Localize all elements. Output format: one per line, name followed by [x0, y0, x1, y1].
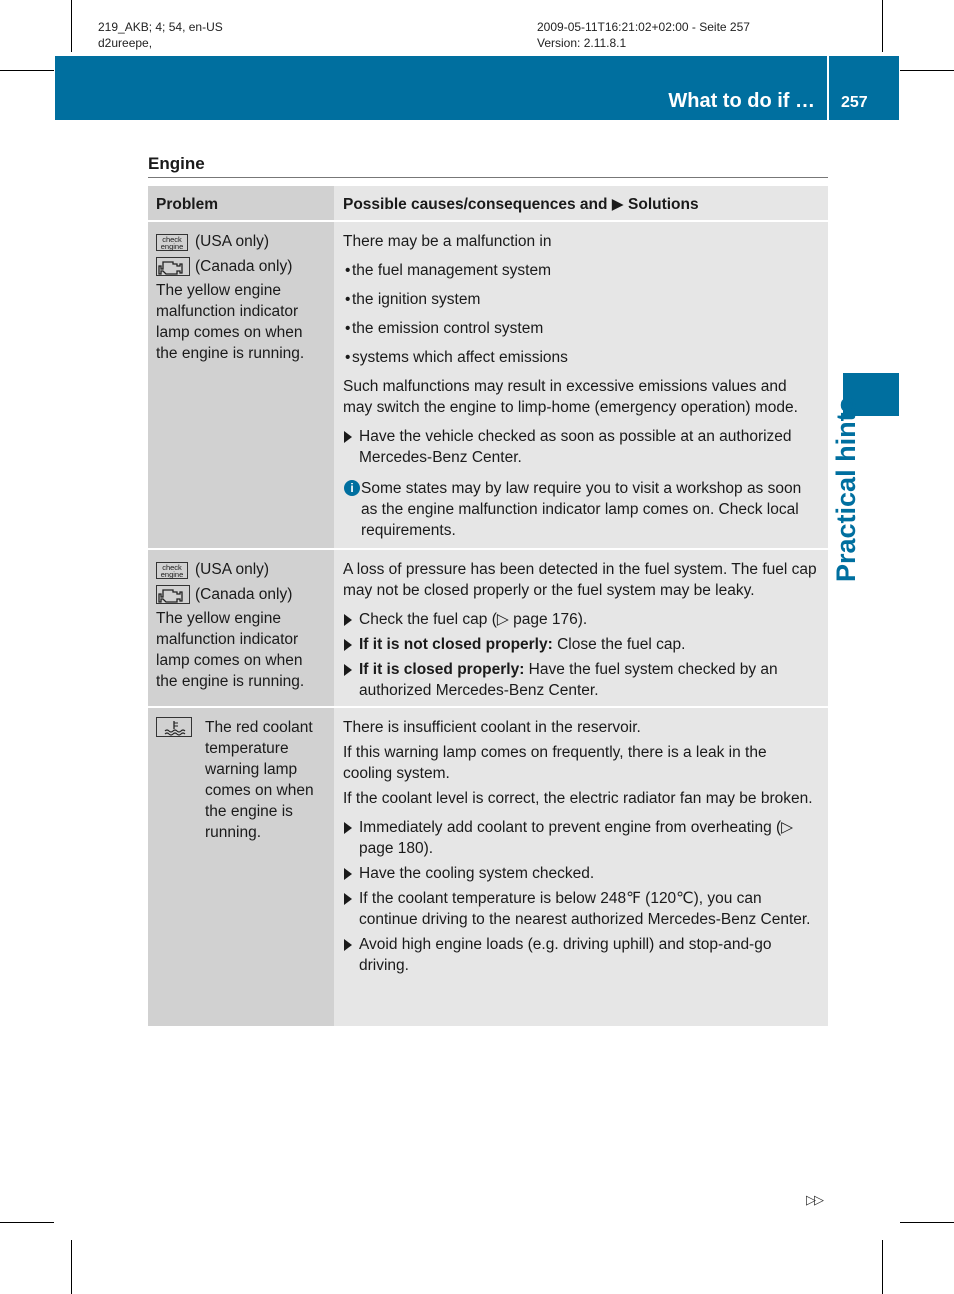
problem-description: The red coolant temperature warning lamp comes on when the engine is running.	[205, 719, 314, 841]
solution-cell	[334, 222, 828, 548]
engine-icon	[156, 257, 190, 276]
crop-mark	[900, 70, 954, 71]
print-meta-right	[537, 19, 750, 51]
cause-intro: There may be a malfunction in	[343, 233, 552, 250]
chapter-title: What to do if …	[668, 90, 815, 112]
section-title: Engine	[148, 154, 205, 173]
solution-step: Check the fuel cap (▷ page 176).	[343, 609, 820, 630]
crop-mark	[0, 1222, 54, 1223]
header-bar	[55, 56, 899, 120]
canada-only-label: (Canada only)	[195, 586, 293, 603]
problem-cell	[148, 708, 334, 1026]
solution-step	[343, 634, 820, 655]
list-item: • the emission control system	[343, 318, 820, 339]
solution-cell	[334, 708, 828, 1026]
cause-text: If the coolant level is correct, the electric radiator fan may be broken.	[343, 790, 813, 807]
side-tab-label: Practical hints	[831, 397, 861, 582]
crop-mark	[71, 0, 72, 52]
cause-intro: A loss of pressure has been detected in the fuel system. The fuel cap may not be closed properly or the fuel system may be leaky.	[343, 561, 817, 599]
list-item: • the fuel management system	[343, 260, 820, 281]
print-meta-line: d2ureepe,	[98, 36, 153, 50]
check-engine-icon: check engine	[156, 234, 188, 251]
print-meta-left	[98, 19, 223, 51]
print-meta-line: 2009-05-11T16:21:02+02:00 - Seite 257	[537, 20, 750, 34]
solution-step: Immediately add coolant to prevent engine from overheating (▷ page 180).	[343, 817, 820, 859]
page-number: 257	[841, 94, 868, 111]
info-note	[343, 478, 820, 541]
solution-cell	[334, 550, 828, 706]
coolant-temperature-icon	[156, 717, 192, 737]
crop-mark	[71, 1240, 72, 1294]
problem-description: The yellow engine malfunction indicator lamp comes on when the engine is running.	[156, 282, 305, 362]
crop-mark	[0, 70, 54, 71]
solution-step	[343, 659, 820, 701]
info-text: Some states may by law require you to visit a workshop as soon as the engine malfunction indicator lamp comes on. Check local requirements.	[361, 480, 802, 539]
solution-step: Have the cooling system checked.	[343, 863, 820, 884]
problem-cell	[148, 222, 334, 548]
header-divider	[827, 56, 829, 120]
consequence-text: Such malfunctions may result in excessive emissions values and may switch the engine to limp-home (emergency operation) mode.	[343, 378, 798, 416]
crop-mark	[882, 0, 883, 52]
problem-description: The yellow engine malfunction indicator lamp comes on when the engine is running.	[156, 610, 305, 690]
step-condition: If it is not closed properly:	[359, 636, 553, 653]
print-meta-line: 219_AKB; 4; 54, en-US	[98, 20, 223, 34]
check-engine-icon: check engine	[156, 562, 188, 579]
problem-cell	[148, 550, 334, 706]
cause-text: If this warning lamp comes on frequently, there is a leak in the cooling system.	[343, 744, 767, 782]
solution-step: Have the vehicle checked as soon as possible at an authorized Mercedes-Benz Center.	[343, 426, 820, 468]
step-action: Have the fuel system checked by an authorized Mercedes-Benz Center.	[359, 661, 778, 699]
crop-mark	[900, 1222, 954, 1223]
troubleshooting-table	[148, 186, 828, 1026]
continue-arrow-icon: ▷▷	[806, 1192, 822, 1207]
list-item: • the ignition system	[343, 289, 820, 310]
cause-text: There is insufficient coolant in the reservoir.	[343, 719, 641, 736]
crop-mark	[882, 1240, 883, 1294]
step-action: Close the fuel cap.	[552, 636, 686, 653]
section-divider	[148, 177, 828, 178]
table-row	[148, 220, 828, 548]
solution-step: If the coolant temperature is below 248℉ (120℃), you can continue driving to the nearest authorized Mercedes-Benz Center.	[343, 888, 820, 930]
usa-only-label: (USA only)	[195, 561, 270, 578]
canada-only-label: (Canada only)	[195, 258, 293, 275]
step-condition: If it is closed properly:	[359, 661, 525, 678]
table-row	[148, 706, 828, 1026]
print-meta-line: Version: 2.11.8.1	[537, 36, 627, 50]
info-icon: i	[344, 480, 360, 496]
usa-only-label: (USA only)	[195, 233, 270, 250]
engine-icon	[156, 585, 190, 604]
table-header-row	[148, 186, 828, 220]
solution-step: Avoid high engine loads (e.g. driving uphill) and stop-and-go driving.	[343, 934, 820, 976]
list-item: • systems which affect emissions	[343, 347, 820, 368]
column-header-solutions: Possible causes/consequences and ▶ Solutions	[334, 186, 828, 220]
table-row	[148, 548, 828, 706]
column-header-problem: Problem	[148, 186, 334, 220]
